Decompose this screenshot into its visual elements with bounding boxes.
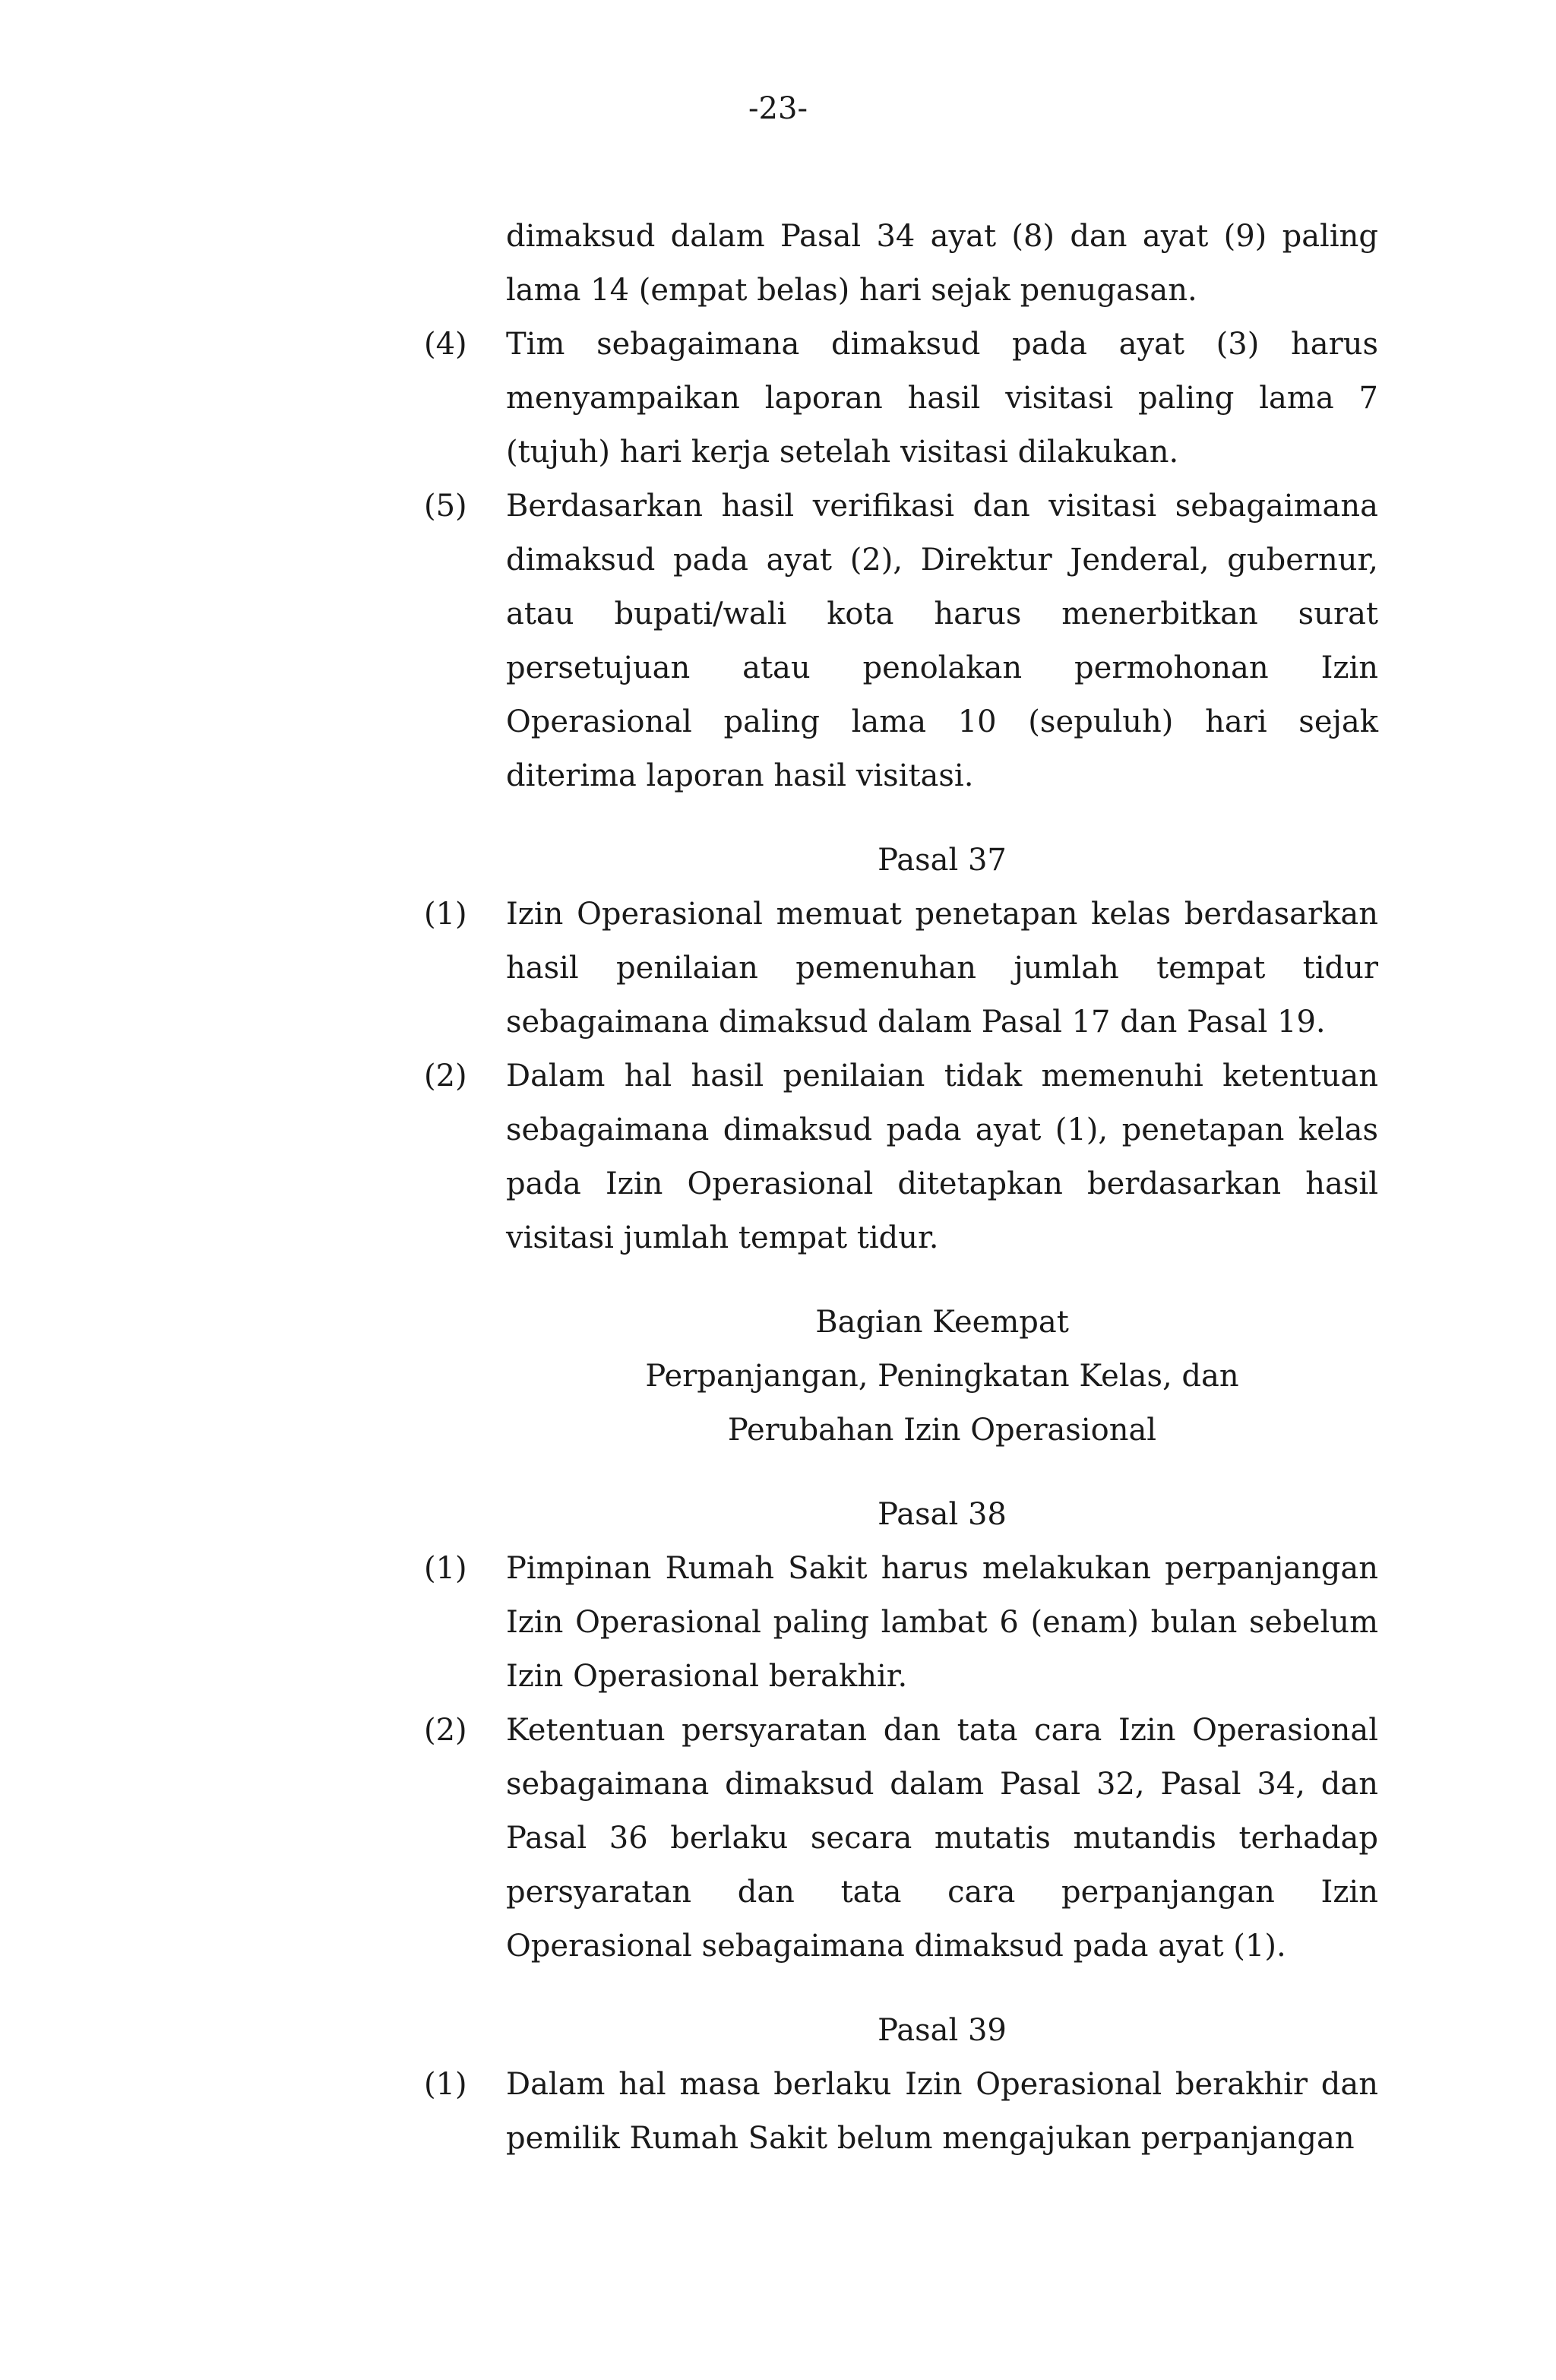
paragraph-text: Dalam hal masa berlaku Izin Operasional berakhir dan pemilik Rumah Sakit belum mengajukan perpanjangan: [506, 2067, 1378, 2156]
section-heading: Bagian Keempat: [815, 1305, 1069, 1340]
paragraph-text: Pimpinan Rumah Sakit harus melakukan perpanjangan Izin Operasional paling lambat 6 (enam) bulan sebelum Izin Operasional berakhir.: [506, 1551, 1378, 1694]
paragraph-number: (2): [424, 1059, 467, 1093]
paragraph-number: (1): [424, 2067, 467, 2102]
paragraph-pasal-37-ayat-1: [424, 888, 1378, 1049]
paragraph-ayat-4: [424, 318, 1378, 479]
document-body: [424, 210, 1378, 2166]
paragraph-continuation: [424, 210, 1378, 318]
paragraph-text: Dalam hal hasil penilaian tidak memenuhi ketentuan sebagaimana dimaksud pada ayat (1), penetapan kelas pada Izin Operasional ditetapkan berdasarkan hasil visitasi jumlah tempat tidur.: [506, 1059, 1378, 1255]
paragraph-ayat-5: [424, 479, 1378, 803]
paragraph-number: (1): [424, 1551, 467, 1586]
paragraph-text: Tim sebagaimana dimaksud pada ayat (3) harus menyampaikan laporan hasil visitasi paling lama 7 (tujuh) hari kerja setelah visitasi dilakukan.: [506, 327, 1378, 470]
article-heading-pasal-37: Pasal 37: [878, 843, 1007, 878]
paragraph-text: Berdasarkan hasil verifikasi dan visitasi sebagaimana dimaksud pada ayat (2), Direktur Jenderal, gubernur, atau bupati/wali kota harus menerbitkan surat persetujuan atau penolakan permohonan Izin Operasional paling lama 10 (sepuluh) hari sejak diterima laporan hasil visitasi.: [506, 489, 1378, 793]
page-number: -23-: [748, 91, 808, 126]
paragraph-pasal-37-ayat-2: [424, 1049, 1378, 1265]
article-heading-pasal-39: Pasal 39: [878, 2013, 1007, 2048]
article-heading-pasal-38: Pasal 38: [878, 1497, 1007, 1532]
paragraph-pasal-38-ayat-2: [424, 1704, 1378, 1973]
section-title-line-2: Perubahan Izin Operasional: [727, 1413, 1157, 1448]
paragraph-pasal-38-ayat-1: [424, 1542, 1378, 1704]
paragraph-number: (5): [424, 489, 467, 524]
paragraph-text: dimaksud dalam Pasal 34 ayat (8) dan ayat (9) paling lama 14 (empat belas) hari sejak penugasan.: [506, 219, 1378, 308]
paragraph-number: (2): [424, 1713, 467, 1748]
paragraph-number: (4): [424, 327, 467, 362]
paragraph-text: Ketentuan persyaratan dan tata cara Izin Operasional sebagaimana dimaksud dalam Pasal 32, Pasal 34, dan Pasal 36 berlaku secara mutatis mutandis terhadap persyaratan dan tata cara perpanjangan Izin Operasional sebagaimana dimaksud pada ayat (1).: [506, 1713, 1378, 1964]
paragraph-text: Izin Operasional memuat penetapan kelas berdasarkan hasil penilaian pemenuhan jumlah tempat tidur sebagaimana dimaksud dalam Pasal 17 dan Pasal 19.: [506, 897, 1378, 1040]
section-title-line-1: Perpanjangan, Peningkatan Kelas, dan: [645, 1359, 1239, 1394]
paragraph-number: (1): [424, 897, 467, 932]
paragraph-pasal-39-ayat-1: [424, 2058, 1378, 2166]
